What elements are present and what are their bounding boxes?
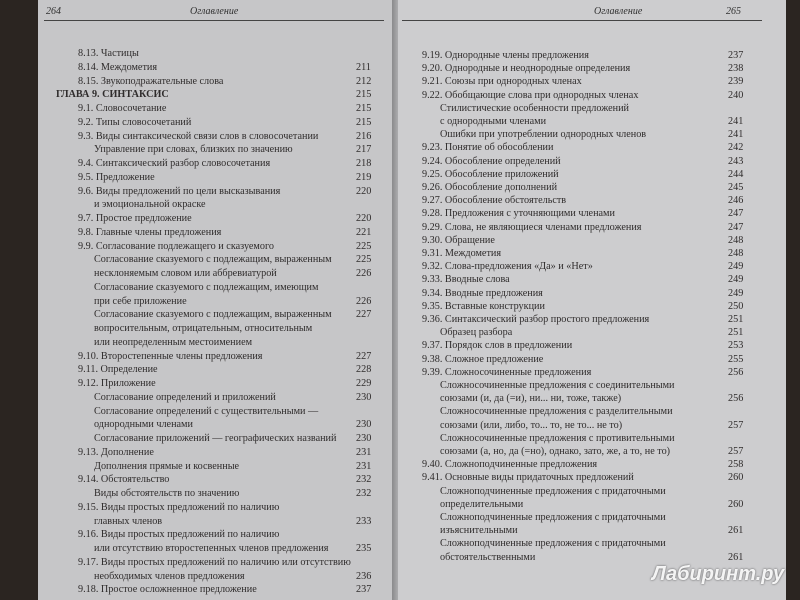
toc-entry (440, 538, 666, 549)
toc-entry-page: 215 (356, 116, 372, 128)
toc-entry-page: 242 (728, 142, 744, 154)
toc-entry (440, 446, 670, 457)
toc-entry (78, 117, 191, 128)
toc-entry (94, 296, 187, 307)
toc-entry-page: 251 (728, 327, 744, 339)
watermark-logo: Лабиринт.ру (652, 563, 785, 585)
toc-entry-title: Сложносочиненные предложения с разделительными (440, 406, 673, 418)
toc-entry (94, 516, 162, 527)
toc-entry-page: 248 (728, 234, 744, 246)
toc-entry-title: с однородными членами (440, 116, 547, 127)
toc-entry-title: 9.38. Сложное предложение (422, 353, 544, 365)
toc-entry (78, 131, 318, 142)
toc-entry-page: 218 (356, 158, 372, 169)
toc-entry-title: Ошибки при употреблении однородных членов (440, 129, 647, 141)
left-page-number: 264 (46, 6, 61, 17)
toc-entry (94, 337, 252, 348)
toc-entry (422, 50, 589, 61)
toc-entry-title: изъяснительными (440, 525, 518, 537)
toc-entry-page: 257 (728, 419, 744, 431)
toc-entry-page: 226 (356, 295, 372, 307)
toc-entry (422, 63, 630, 74)
toc-entry (422, 274, 510, 285)
toc-entry-title: 9.26. Обособление дополнений (422, 182, 558, 193)
toc-entry-title: 8.13. Частицы (78, 48, 139, 59)
toc-entry-page: 241 (728, 116, 744, 127)
toc-entry-page: 256 (728, 393, 744, 405)
right-header-rule (402, 20, 762, 21)
toc-entry (78, 241, 274, 252)
toc-entry-title: 9.24. Обособление определений (422, 155, 561, 167)
toc-entry (94, 199, 206, 210)
toc-entry (94, 419, 193, 430)
toc-entry (78, 103, 166, 114)
toc-entry (78, 76, 223, 87)
toc-entry (422, 367, 591, 378)
toc-entry (440, 552, 535, 563)
toc-entry (440, 406, 673, 417)
toc-entry-title: Образец разбора (440, 327, 513, 339)
toc-entry (94, 543, 328, 554)
toc-entry (440, 486, 666, 497)
toc-entry (94, 268, 277, 279)
toc-entry-page: 235 (356, 543, 372, 554)
toc-entry-page: 247 (728, 208, 744, 220)
toc-entry-page: 261 (728, 525, 744, 537)
toc-entry-page: 219 (356, 171, 372, 183)
toc-entry-page: 225 (356, 254, 372, 266)
toc-entry-title: и эмоциональной окраске (94, 199, 206, 211)
toc-entry-title: 9.31. Междометия (422, 248, 502, 259)
toc-entry (78, 172, 155, 183)
toc-entry (440, 420, 622, 431)
toc-entry-page: 253 (728, 340, 744, 352)
toc-entry (440, 499, 523, 510)
toc-entry-page: 228 (356, 364, 372, 376)
toc-entry (422, 156, 561, 167)
toc-entry-title: 9.6. Виды предложений по цели высказывания (78, 185, 281, 197)
toc-entry-page: 226 (356, 268, 372, 279)
toc-entry-page: 243 (728, 155, 744, 167)
toc-entry-title: Стилистические особенности предложений (440, 102, 629, 114)
toc-entry (422, 354, 543, 365)
toc-entry-title: несклоняемым словом или аббревиатурой (94, 268, 277, 279)
toc-entry-title: 9.36. Синтаксический разбор простого предложения (422, 314, 650, 325)
toc-entry-page: 216 (356, 130, 372, 142)
toc-entry-title: или отсутствию второстепенных членов предложения (94, 543, 329, 554)
toc-entry-page: 232 (356, 488, 372, 499)
toc-entry-page: 261 (728, 551, 744, 563)
toc-entry-title: 9.4. Синтаксический разбор словосочетания (78, 158, 271, 169)
toc-entry-title: или неопределенным местоимением (94, 336, 253, 348)
toc-entry (440, 525, 518, 536)
toc-entry-title: 9.41. Основные виды придаточных предложений (422, 472, 634, 484)
toc-entry (422, 222, 641, 233)
toc-entry-title: Виды обстоятельств по значению (94, 488, 240, 499)
toc-entry-page: 212 (356, 75, 372, 87)
toc-entry-title: союзами (и, да (=и), ни... ни, тоже, также) (440, 393, 622, 405)
toc-entry-page: 211 (356, 61, 371, 73)
toc-entry (422, 90, 638, 101)
toc-entry-title: Согласование определений с существительными — (94, 405, 319, 417)
toc-entry (78, 557, 351, 568)
toc-entry (94, 323, 312, 334)
toc-entry-page: 238 (728, 63, 744, 75)
toc-entry-page: 230 (356, 391, 372, 403)
toc-entry (94, 282, 318, 293)
toc-entry-title: при себе приложение (94, 295, 187, 307)
left-page (38, 0, 394, 600)
toc-entry (422, 195, 566, 206)
right-page-number: 265 (726, 6, 741, 17)
toc-entry-title: 9.14. Обстоятельство (78, 474, 170, 486)
toc-entry-title: Сложносочиненные предложения с противительными (440, 432, 675, 444)
toc-entry-title: 9.25. Обособление приложений (422, 168, 559, 180)
toc-entry (94, 406, 318, 417)
toc-entry-title: 8.14. Междометия (78, 61, 158, 73)
toc-entry-title: 9.13. Дополнение (78, 446, 154, 458)
toc-entry-title: 9.21. Союзы при однородных членах (422, 76, 582, 88)
toc-entry-page: 249 (728, 274, 744, 286)
toc-entry-title: 9.12. Приложение (78, 378, 156, 389)
toc-entry-title: 9.10. Второстепенные члены предложения (78, 350, 263, 362)
toc-entry-title: 9.15. Виды простых предложений по наличию (78, 501, 280, 513)
toc-entry-page: 255 (728, 353, 744, 365)
toc-entry-page: 227 (356, 350, 372, 362)
toc-entry (440, 103, 629, 114)
toc-entry-page: 248 (728, 248, 744, 259)
toc-entry (78, 158, 270, 169)
toc-entry-title: 9.39. Сложносочиненные предложения (422, 366, 592, 378)
toc-entry-page: 230 (356, 419, 372, 431)
toc-entry-title: 9.29. Слова, не являющиеся членами предложения (422, 221, 642, 233)
toc-entry (78, 474, 169, 485)
toc-entry-title: Сложноподчиненные предложения с придаточными (440, 485, 666, 497)
toc-entry (94, 433, 336, 444)
toc-entry-page: 217 (356, 144, 372, 156)
toc-entry-title: 9.7. Простое предложение (78, 213, 192, 224)
toc-entry-title: однородными членами (94, 419, 193, 431)
toc-entry-title: определительными (440, 498, 524, 510)
toc-entry-page: 231 (356, 460, 372, 472)
toc-entry (78, 364, 158, 375)
toc-entry-title: Согласование приложений — географических названий (94, 433, 337, 444)
toc-entry-title: Сложносочиненные предложения с соединительными (440, 380, 675, 391)
toc-entry-page: 215 (356, 89, 372, 101)
toc-entry-title: Управление при словах, близких по значению (94, 144, 293, 156)
toc-entry-page: 260 (728, 472, 744, 484)
toc-entry-title: 9.20. Однородные и неоднородные определения (422, 63, 631, 75)
toc-entry (422, 142, 553, 153)
toc-entry-page: 244 (728, 168, 744, 180)
toc-entry (78, 48, 139, 59)
toc-entry-title: обстоятельственными (440, 551, 536, 563)
left-running-head: Оглавление (190, 6, 239, 17)
toc-entry-title: 9.35. Вставные конструкции (422, 300, 545, 312)
toc-entry-page: 237 (728, 50, 744, 61)
toc-entry-page: 232 (356, 474, 372, 486)
toc-entry (440, 327, 512, 338)
toc-entry-title: 9.1. Словосочетание (78, 103, 167, 114)
toc-entry-title: 9.16. Виды простых предложений по наличию (78, 529, 280, 541)
toc-entry-title: 8.15. Звукоподражательные слова (78, 75, 224, 87)
toc-entry (94, 392, 276, 403)
toc-entry-title: 9.17. Виды простых предложений по наличию или отсутствию (78, 556, 351, 568)
toc-entry-page: 239 (728, 76, 744, 88)
toc-entry-title: союзами (или, либо, то... то, не то... не то) (440, 419, 623, 431)
right-page (398, 0, 786, 600)
toc-entry-page: 230 (356, 433, 372, 444)
toc-entry-title: 9.5. Предложение (78, 171, 155, 183)
toc-entry-page: 229 (356, 378, 372, 389)
toc-entry-title: 9.40. Сложноподчиненные предложения (422, 459, 598, 471)
toc-entry-page: 231 (356, 446, 372, 458)
toc-entry (440, 512, 666, 523)
toc-entry-title: 9.28. Предложения с уточняющими членами (422, 208, 615, 220)
toc-entry (422, 76, 582, 87)
toc-entry-page: 220 (356, 213, 372, 224)
toc-entry-title: 9.23. Понятие об обособлении (422, 142, 554, 154)
toc-entry-page: 240 (728, 89, 744, 101)
toc-entry-title: 9.22. Обобщающие слова при однородных членах (422, 89, 639, 101)
toc-entry-page: 245 (728, 182, 744, 193)
toc-entry (422, 182, 557, 193)
toc-entry (78, 186, 280, 197)
toc-entry (422, 340, 572, 351)
toc-entry (78, 378, 156, 389)
toc-entry (78, 502, 279, 513)
toc-entry-title: ГЛАВА 9. СИНТАКСИС (56, 89, 169, 101)
toc-entry (422, 314, 649, 325)
toc-entry-page: 246 (728, 195, 744, 207)
toc-entry (78, 529, 279, 540)
toc-entry-title: 9.3. Виды синтаксической связи слов в словосочетании (78, 130, 319, 142)
toc-entry-title: 9.37. Порядок слов в предложении (422, 340, 573, 352)
toc-entry-title: главных членов (94, 515, 163, 527)
toc-entry (422, 235, 495, 246)
toc-entry-page: 220 (356, 185, 372, 197)
toc-entry (78, 213, 192, 224)
toc-entry (440, 380, 675, 391)
toc-entry-title: Дополнения прямые и косвенные (94, 460, 240, 472)
toc-entry-title: Согласование сказуемого с подлежащим, имеющим (94, 281, 319, 293)
toc-entry-title: 9.32. Слова-предложения «Да» и «Нет» (422, 261, 593, 273)
toc-entry (94, 254, 332, 265)
toc-entry-page: 215 (356, 103, 372, 114)
toc-entry (78, 447, 154, 458)
toc-entry-title: союзами (а, но, да (=но), однако, зато, же, а то, не то) (440, 446, 671, 457)
toc-entry (422, 459, 597, 470)
toc-entry-page: 233 (356, 515, 372, 527)
toc-entry (422, 261, 593, 272)
toc-entry-title: 9.9. Согласование подлежащего и сказуемого (78, 240, 274, 252)
toc-entry-page: 256 (728, 366, 744, 378)
toc-entry-page: 227 (356, 309, 372, 321)
toc-entry (78, 584, 257, 595)
toc-entry-page: 225 (356, 240, 372, 252)
toc-entry (422, 248, 501, 259)
toc-entry-page: 241 (728, 129, 744, 141)
toc-entry-title: вопросительным, отрицательным, относительным (94, 323, 313, 334)
toc-entry-page: 251 (728, 314, 744, 325)
toc-entry-page: 258 (728, 459, 744, 471)
toc-entry-page: 260 (728, 498, 744, 510)
toc-entry (422, 472, 634, 483)
toc-entry (94, 144, 293, 155)
toc-entry-title: Сложноподчиненные предложения с придаточными (440, 512, 666, 523)
toc-entry-title: 9.2. Типы словосочетаний (78, 116, 192, 128)
toc-entry (422, 169, 559, 180)
toc-entry-title: необходимых членов предложения (94, 570, 245, 582)
toc-entry (94, 461, 239, 472)
toc-entry (94, 571, 245, 582)
toc-entry-page: 247 (728, 221, 744, 233)
toc-entry-title: 9.11. Определение (78, 364, 158, 376)
toc-entry-title: Согласование определений и приложений (94, 391, 276, 403)
toc-entry-page: 250 (728, 300, 744, 312)
toc-entry (78, 227, 221, 238)
toc-entry (440, 129, 646, 140)
toc-entry-title: Согласование сказуемого с подлежащим, выраженным (94, 254, 332, 266)
toc-entry (78, 351, 262, 362)
toc-entry-page: 221 (356, 226, 372, 238)
toc-entry-title: 9.30. Обращение (422, 234, 495, 246)
toc-entry (94, 309, 332, 320)
toc-entry-page: 249 (728, 287, 744, 299)
toc-entry (440, 433, 675, 444)
left-header-rule (44, 20, 384, 21)
toc-entry-title: 9.8. Главные члены предложения (78, 226, 222, 238)
toc-entry-page: 257 (728, 446, 744, 457)
toc-entry-title: Согласование сказуемого с подлежащим, выраженным (94, 309, 332, 321)
toc-entry-page: 236 (356, 570, 372, 582)
toc-entry (440, 393, 621, 404)
toc-entry-title: 9.34. Вводные предложения (422, 287, 543, 299)
toc-entry (422, 208, 615, 219)
toc-entry-page: 249 (728, 261, 744, 273)
toc-entry (422, 288, 543, 299)
toc-entry-title: 9.19. Однородные члены предложения (422, 50, 589, 61)
right-running-head: Оглавление (594, 6, 643, 17)
toc-entry-title: Сложноподчиненные предложения с придаточными (440, 538, 666, 550)
toc-entry (56, 89, 169, 100)
toc-entry-title: 9.18. Простое осложненное предложение (78, 584, 257, 596)
toc-entry (440, 116, 546, 127)
toc-entry (94, 488, 239, 499)
toc-entry (422, 301, 545, 312)
toc-entry-title: 9.27. Обособление обстоятельств (422, 195, 567, 207)
toc-entry-title: 9.33. Вводные слова (422, 274, 510, 286)
toc-entry-page: 237 (356, 584, 372, 596)
toc-entry (78, 62, 157, 73)
